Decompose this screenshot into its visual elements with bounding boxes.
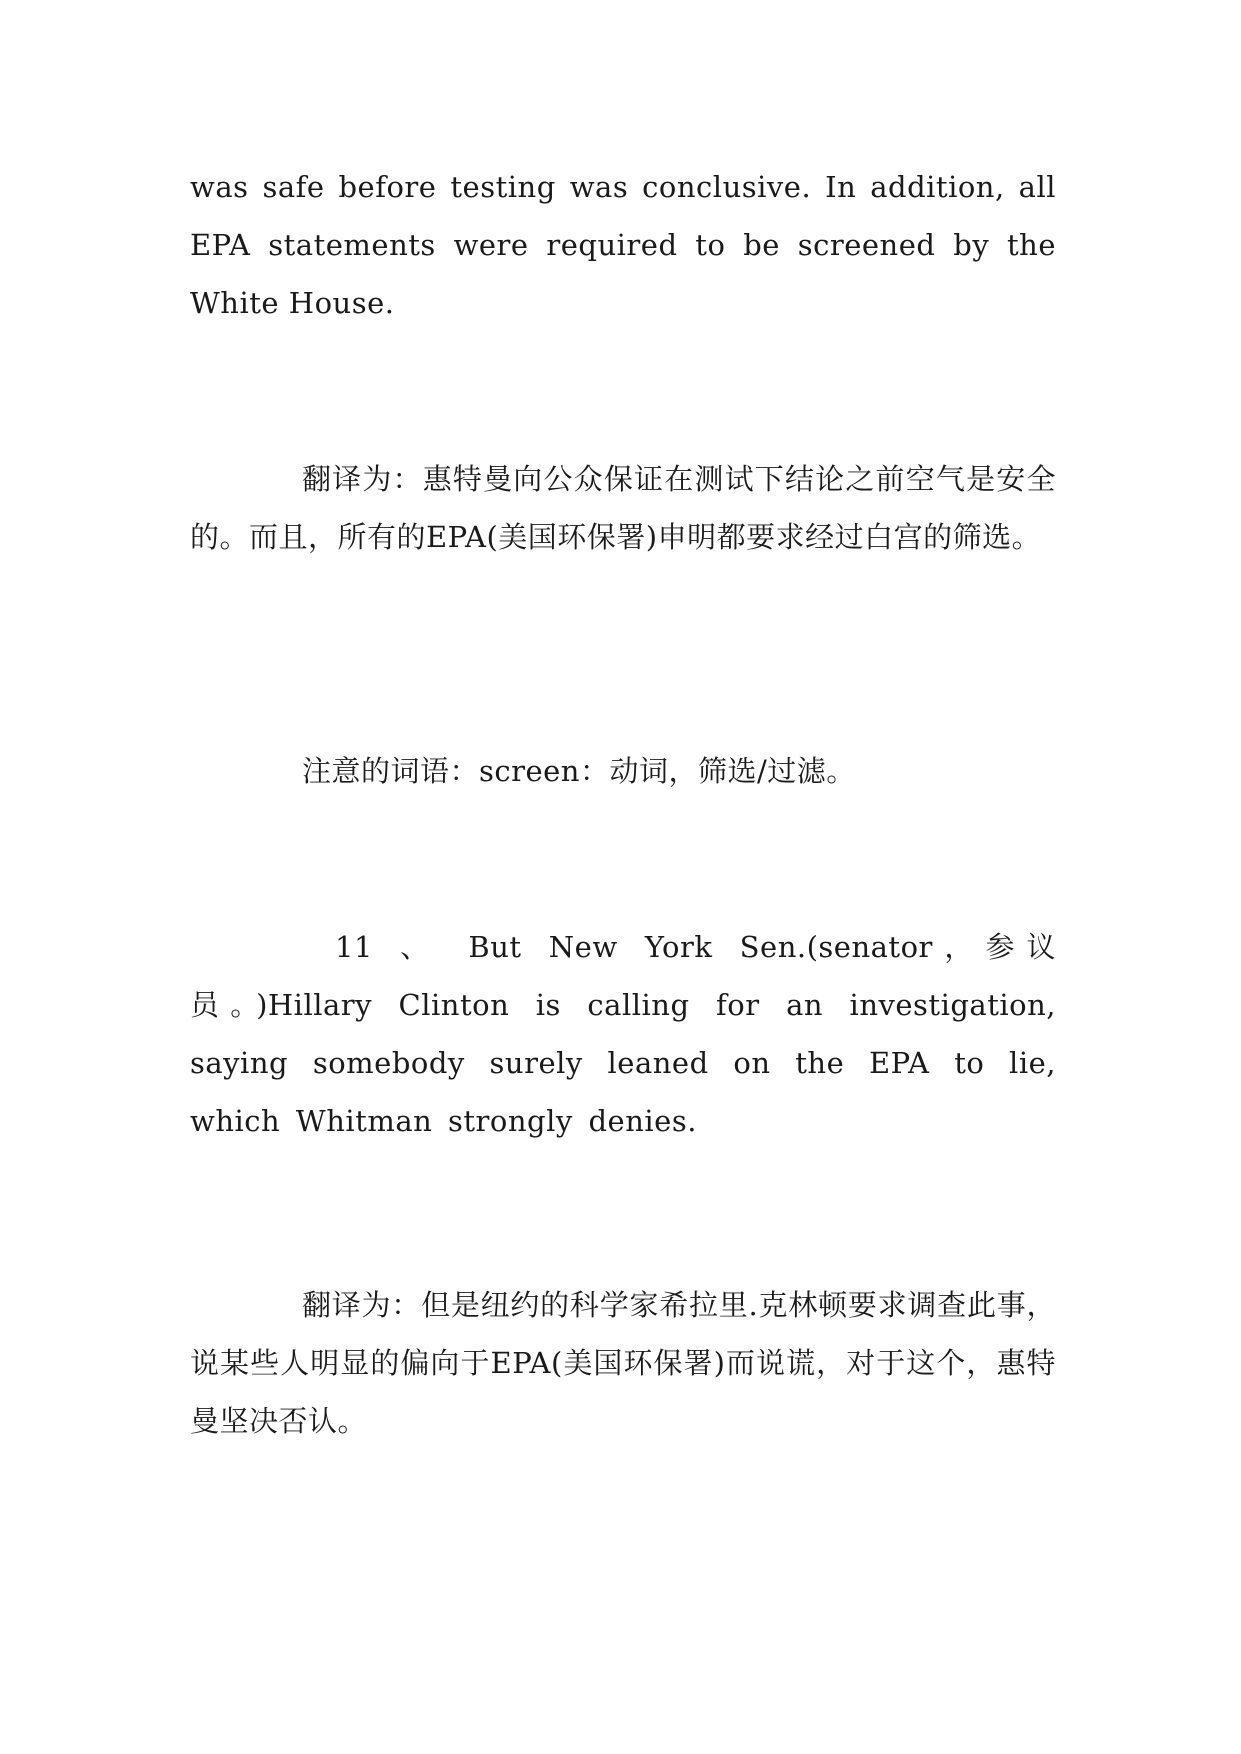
translation-paragraph: 翻译为：但是纽约的科学家希拉里.克林顿要求调查此事，说某些人明显的偏向于EPA(美国环保署)而说谎，对于这个，惠特曼坚决否认。	[190, 1288, 1056, 1438]
english-paragraph: 11 、 But New York Sen.(senator，参议员。)Hillary Clinton is calling for an investigation, saying somebody surely leaned on the EPA to lie, which Whitman strongly denies.	[190, 930, 1056, 1138]
vocabulary-note: 注意的词语：screen：动词，筛选/过滤。	[302, 754, 856, 788]
translation-paragraph: 翻译为：惠特曼向公众保证在测试下结论之前空气是安全的。而且，所有的EPA(美国环保署)申明都要求经过白宫的筛选。	[190, 462, 1056, 554]
english-paragraph: was safe before testing was conclusive. In addition, all EPA statements were required to be screened by the White House.	[190, 170, 1056, 320]
